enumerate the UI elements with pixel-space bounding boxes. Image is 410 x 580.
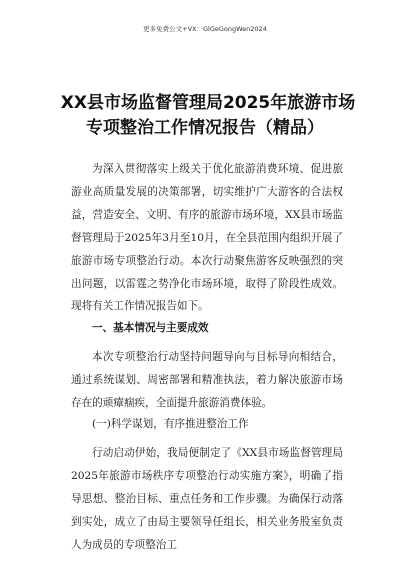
subsection-1-paragraph: 行动启动伊始，我局便制定了《XX县市场监督管理局2025年旅游市场秩序专项整治行动实施方案》，明确了指导思想、整治目标、重点任务和工作步骤。为确保行动落到实处，成立了由局主要领导任组长，相关业务股室负责人为成员的专项整治工 — [71, 447, 343, 551]
intro-paragraph: 为深入贯彻落实上级关于优化旅游消费环境、促进旅游业高质量发展的决策部署，切实维护广大游客的合法权益，营造安全、文明、有序的旅游市场环境，XX县市场监督管理局于2025年3月至10月，在全县范围内组织开展了旅游市场专项整治行动。本次行动聚焦游客反映强烈的突出问题，以雷霆之势净化市场环境，取得了阶段性成效。现将有关工作情况报告如下。 — [71, 163, 343, 313]
document-title-line-1: XX县市场监督管理局2025年旅游市场 — [60, 93, 356, 113]
subsection-heading-1: (一)科学谋划，有序推进整治工作 — [92, 418, 249, 430]
section-1-paragraph: 本次专项整治行动坚持问题导向与目标导向相结合，通过系统谋划、周密部署和精准执法，着力解决旅游市场存在的顽瘴痼疾，全面提升旅游消费体验。 — [71, 351, 343, 409]
header-note: 更多免费公文+VX：GlGeGongWen2024 — [143, 25, 267, 33]
section-heading-1: 一、基本情况与主要成效 — [92, 322, 209, 334]
document-title-line-2: 专项整治工作情况报告（精品） — [86, 118, 324, 138]
